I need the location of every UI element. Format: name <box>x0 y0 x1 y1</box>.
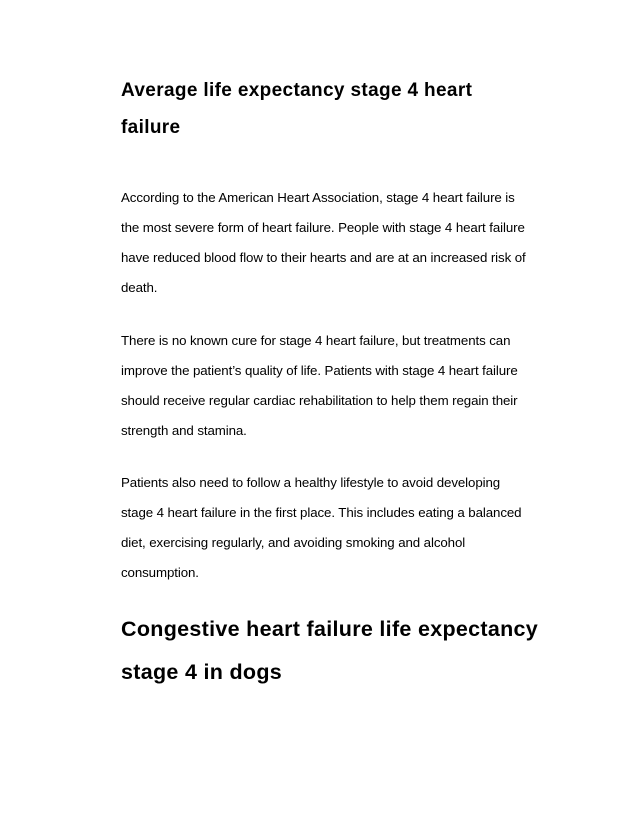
paragraph-no-known-cure <box>121 326 518 446</box>
paragraph-line: the most severe form of heart failure. People with stage 4 heart failure <box>121 220 525 235</box>
paragraph-line: have reduced blood flow to their hearts and are at an increased risk of <box>121 250 526 265</box>
heading-line: Average life expectancy stage 4 heart <box>121 80 473 101</box>
paragraph-line: strength and stamina. <box>121 423 247 438</box>
heading-line: Congestive heart failure life expectancy <box>121 617 539 641</box>
section-heading-average-life-expectancy <box>121 72 601 146</box>
paragraph-line: should receive regular cardiac rehabilitation to help them regain their <box>121 393 518 408</box>
heading-line: failure <box>121 117 181 138</box>
paragraph-line: There is no known cure for stage 4 heart failure, but treatments can <box>121 333 511 348</box>
paragraph-line: consumption. <box>121 565 199 580</box>
paragraph-line: stage 4 heart failure in the first place. This includes eating a balanced <box>121 505 522 520</box>
paragraph-line: death. <box>121 280 158 295</box>
paragraph-line: Patients also need to follow a healthy lifestyle to avoid developing <box>121 475 501 490</box>
paragraph-line: diet, exercising regularly, and avoiding smoking and alcohol <box>121 535 466 550</box>
heading-line: stage 4 in dogs <box>121 660 283 684</box>
paragraph-line: According to the American Heart Association, stage 4 heart failure is <box>121 190 515 205</box>
section-heading-dogs <box>121 608 601 694</box>
paragraph-line: improve the patient’s quality of life. Patients with stage 4 heart failure <box>121 363 518 378</box>
paragraph-aha-definition <box>121 183 526 303</box>
paragraph-healthy-lifestyle <box>121 468 521 588</box>
